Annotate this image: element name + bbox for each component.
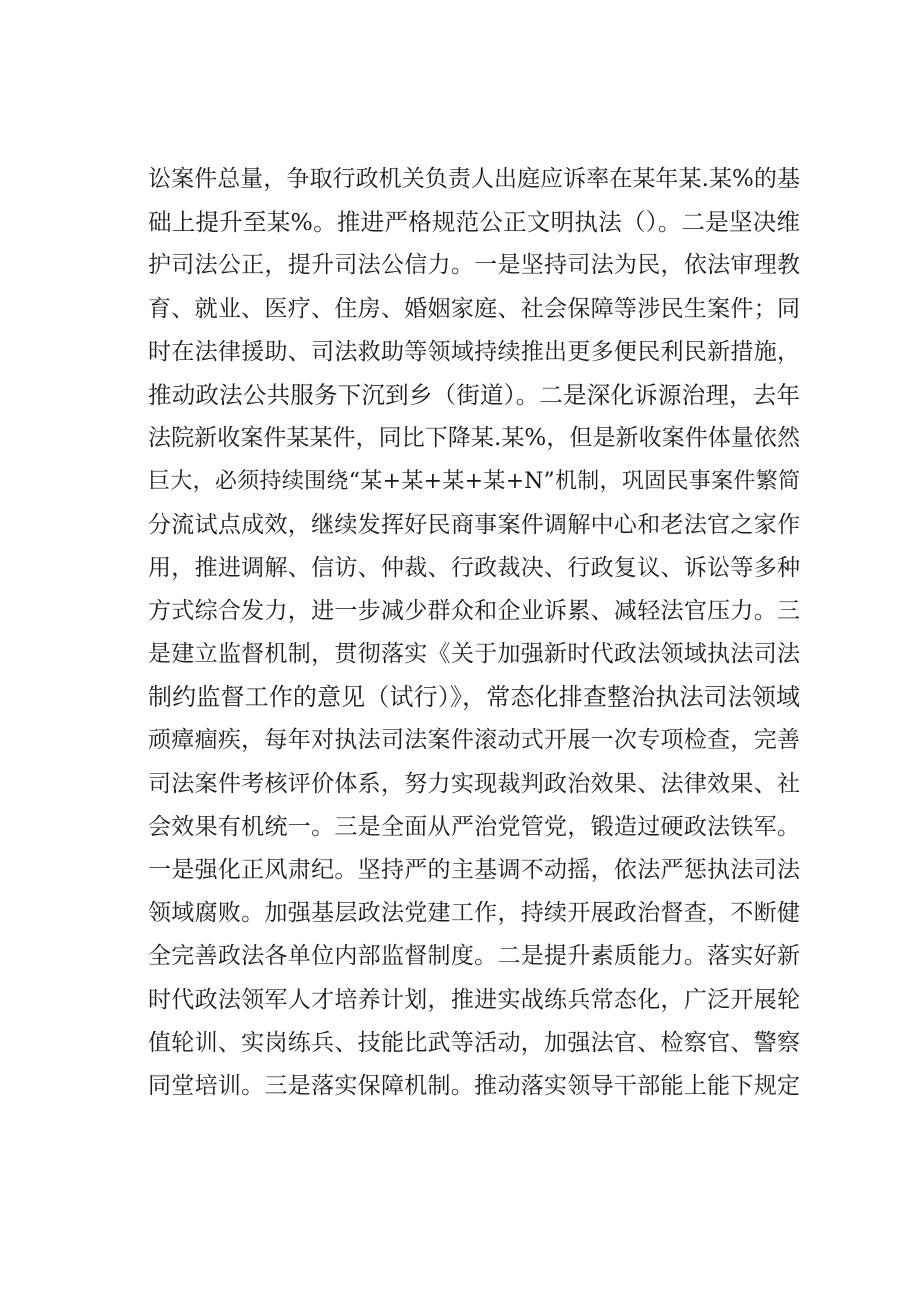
text-line: 一是强化正风肃纪。坚持严的主基调不动摇，依法严惩执法司法 <box>148 857 800 883</box>
text-line: 法院新收案件某某件，同比下降某.某%，但是新收案件体量依然 <box>148 425 800 452</box>
text-line: 巨大，必须持续围绕“某+某+某+某+N”机制，巩固民事案件繁简 <box>148 469 800 495</box>
text-line: 顽瘴痼疾，每年对执法司法案件滚动式开展一次专项检查，完善 <box>148 727 800 754</box>
text-line: 育、就业、医疗、住房、婚姻家庭、社会保障等涉民生案件；同 <box>148 295 800 322</box>
text-line: 础上提升至某%。推进严格规范公正文明执法（）。二是坚决维 <box>148 208 800 237</box>
text-line: 司法案件考核评价体系，努力实现裁判政治效果、法律效果、社 <box>148 770 800 797</box>
text-line: 值轮训、实岗练兵、技能比武等活动，加强法官、检察官、警察 <box>148 1029 800 1056</box>
text-line: 方式综合发力，进一步减少群众和企业诉累、减轻法官压力。三 <box>148 597 800 624</box>
text-line: 是建立监督机制，贯彻落实《关于加强新时代政法领域执法司法 <box>148 641 800 668</box>
text-line: 领域腐败。加强基层政法党建工作，持续开展政治督查，不断健 <box>148 900 800 927</box>
text-line: 时代政法领军人才培养计划，推进实战练兵常态化，广泛开展轮 <box>148 986 800 1013</box>
text-line: 全完善政法各单位内部监督制度。二是提升素质能力。落实好新 <box>148 943 800 970</box>
text-line: 护司法公正，提升司法公信力。一是坚持司法为民，依法审理教 <box>148 252 800 279</box>
text-line: 用，推进调解、信访、仲裁、行政裁决、行政复议、诉讼等多种 <box>148 554 800 581</box>
text-line: 讼案件总量，争取行政机关负责人出庭应诉率在某年某.某%的基 <box>148 166 800 192</box>
text-line: 同堂培训。三是落实保障机制。推动落实领导干部能上能下规定 <box>148 1072 800 1099</box>
text-line: 时在法律援助、司法救助等领域持续推出更多便民利民新措施， <box>148 338 800 365</box>
text-line: 会效果有机统一。三是全面从严治党管党，锻造过硬政法铁军。 <box>148 813 800 840</box>
body-text <box>148 158 800 1108</box>
text-line: 制约监督工作的意见（试行）》，常态化排查整治执法司法领域 <box>148 683 800 712</box>
text-line: 分流试点成效，继续发挥好民商事案件调解中心和老法官之家作 <box>148 511 800 538</box>
text-line: 推动政法公共服务下沉到乡（街道）。二是深化诉源治理，去年 <box>148 380 800 409</box>
